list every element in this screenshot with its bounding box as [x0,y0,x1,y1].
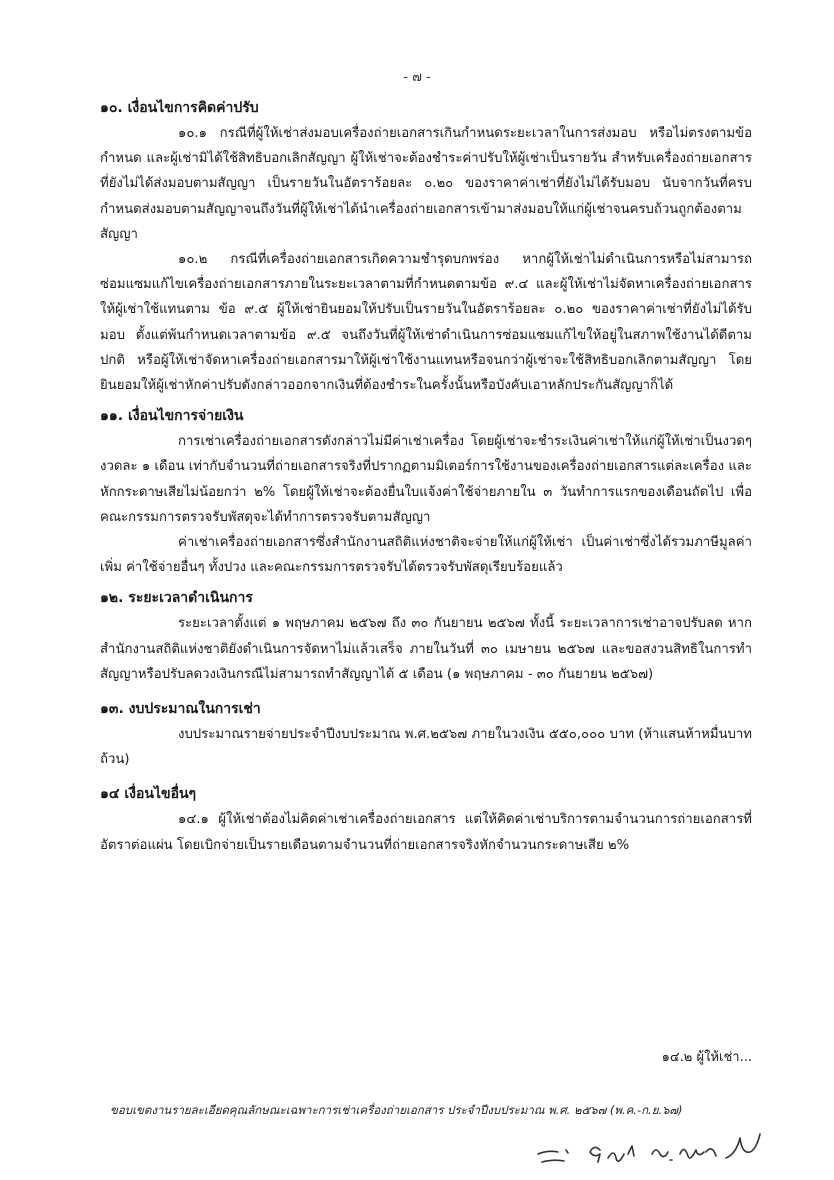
handwritten-signature-icon [530,1124,770,1174]
page-number: - ๗ - [403,70,431,85]
paragraph: ๑๐.๑ กรณีที่ผู้ให้เช่าส่งมอบเครื่องถ่ายเอกสารเกินกำหนดระยะเวลาในการส่งมอบ หรือไม่ตรงตามข้อกำหนด และผู้เช่ามิได้ใช้สิทธิบอกเลิกสัญญา ผู้ให้เช่าจะต้องชำระค่าปรับให้ผู้เช่าเป็นรายวัน สำหรับเครื่องถ่ายเอกสารที่ยังไม่ได้ส่งมอบตามสัญญา เป็นรายวันในอัตราร้อยละ ๐.๒๐ ของราคาค่าเช่าที่ยังไม่ได้รับมอบ นับจากวันที่ครบกำหนดส่งมอบตามสัญญาจนถึงวันที่ผู้ให้เช่าได้นำเครื่องถ่ายเอกสารเข้ามาส่งมอบให้แก่ผู้เช่าจนครบถ้วนถูกต้องตามสัญญา [100,126,752,242]
section-12 [100,586,752,687]
signature-initials [530,1124,770,1174]
paragraph: ๑๐.๒ กรณีที่เครื่องถ่ายเอกสารเกิดความชำรุดบกพร่อง หากผู้ให้เช่าไม่ดำเนินการหรือไม่สามารถซ่อมแซมแก้ไขเครื่องถ่ายเอกสารภายในระยะเวลาตามที่กำหนดตามข้อ ๙.๔ และผู้ให้เช่าไม่จัดหาเครื่องถ่ายเอกสารให้ผู้เช่าใช้แทนตาม ข้อ ๙.๕ ผู้ให้เช่ายินยอมให้ปรับเป็นรายวันในอัตราร้อยละ ๐.๒๐ ของราคาค่าเช่าที่ยังไม่ได้รับมอบ ตั้งแต่พ้นกำหนดเวลาตามข้อ ๙.๕ จนถึงวันที่ผู้ให้เช่าดำเนินการซ่อมแซมแก้ไขให้อยู่ในสภาพใช้งานได้ดีตามปกติ หรือผู้ให้เช่าจัดหาเครื่องถ่ายเอกสารมาให้ผู้เช่าใช้งานแทนหรือจนกว่าผู้เช่าจะใช้สิทธิบอกเลิกตามสัญญา โดยยินยอมให้ผู้เช่าหักค่าปรับดังกล่าวออกจากเงินที่ต้องชำระในครั้งนั้นหรือบังคับเอาหลักประกันสัญญาก็ได้ [100,252,752,394]
paragraph: ๑๔.๑ ผู้ให้เช่าต้องไม่คิดค่าเช่าเครื่องถ่ายเอกสาร แต่ให้คิดค่าเช่าบริการตามจำนวนการถ่ายเอกสารที่อัตราต่อแผ่น โดยเบิกจ่ายเป็นรายเดือนตามจำนวนที่ถ่ายเอกสารจริงหักจำนวนกระดาษเสีย ๒% [100,812,752,853]
section-title: ๑๓. งบประมาณในการเช่า [100,701,261,718]
paragraph: งบประมาณรายจ่ายประจำปีงบประมาณ พ.ศ.๒๕๖๗ ภายในวงเงิน ๕๕๐,๐๐๐ บาท (ห้าแสนห้าหมื่นบาทถ้วน) [100,727,752,768]
section-title: ๑๒. ระยะเวลาดำเนินการ [100,590,253,607]
paragraph: การเช่าเครื่องถ่ายเอกสารดังกล่าวไม่มีค่าเช่าเครื่อง โดยผู้เช่าจะชำระเงินค่าเช่าให้แก่ผู้ให้เช่าเป็นงวดๆ งวดละ ๑ เดือน เท่ากับจำนวนที่ถ่ายเอกสารจริงที่ปรากฏตามมิเตอร์การใช้งานของเครื่องถ่ายเอกสารแต่ละเครื่อง และหักกระดาษเสียไม่น้อยกว่า ๒% โดยผู้ให้เช่าจะต้องยื่นใบแจ้งค่าใช้จ่ายภายใน ๓ วันทำการแรกของเดือนถัดไป เพื่อคณะกรรมการตรวจรับพัสดุจะได้ทำการตรวจรับตามสัญญา [100,434,752,525]
paragraph: ระยะเวลาตั้งแต่ ๑ พฤษภาคม ๒๕๖๗ ถึง ๓๐ กันยายน ๒๕๖๗ ทั้งนี้ ระยะเวลาการเช่าอาจปรับลด หากสำนักงานสถิติแห่งชาติยังดำเนินการจัดหาไม่แล้วเสร็จ ภายในวันที่ ๓๐ เมษายน ๒๕๖๗ และขอสงวนสิทธิในการทำสัญญาหรือปรับลดวงเงินกรณีไม่สามารถทำสัญญาได้ ๕ เดือน (๑ พฤษภาคม - ๓๐ กันยายน ๒๕๖๗) [100,616,752,682]
section-title: ๑๑. เงื่อนไขการจ่ายเงิน [100,408,244,425]
paragraph: ค่าเช่าเครื่องถ่ายเอกสารซึ่งสำนักงานสถิติแห่งชาติจะจ่ายให้แก่ผู้ให้เช่า เป็นค่าเช่าซึ่งได้รวมภาษีมูลค่าเพิ่ม ค่าใช้จ่ายอื่นๆ ทั้งปวง และคณะกรรมการตรวจรับได้ตรวจรับพัสดุเรียบร้อยแล้ว [100,535,752,576]
section-14 [100,782,752,857]
section-13 [100,697,752,772]
continuation-marker: ๑๔.๒ ผู้ให้เช่า... [661,1050,752,1065]
section-10 [100,96,752,398]
section-title: ๑๐. เงื่อนไขการคิดค่าปรับ [100,100,259,116]
document-body [100,96,752,858]
section-11 [100,404,752,580]
section-title: ๑๔ เงื่อนไขอื่นๆ [100,786,197,803]
footer-note: ขอบเขตงานรายละเอียดคุณลักษณะเฉพาะการเช่าเครื่องถ่ายเอกสาร ประจำปีงบประมาณ พ.ศ. ๒๕๖๗ (พ.ค.-ก.ย.๖๗) [110,1103,683,1117]
